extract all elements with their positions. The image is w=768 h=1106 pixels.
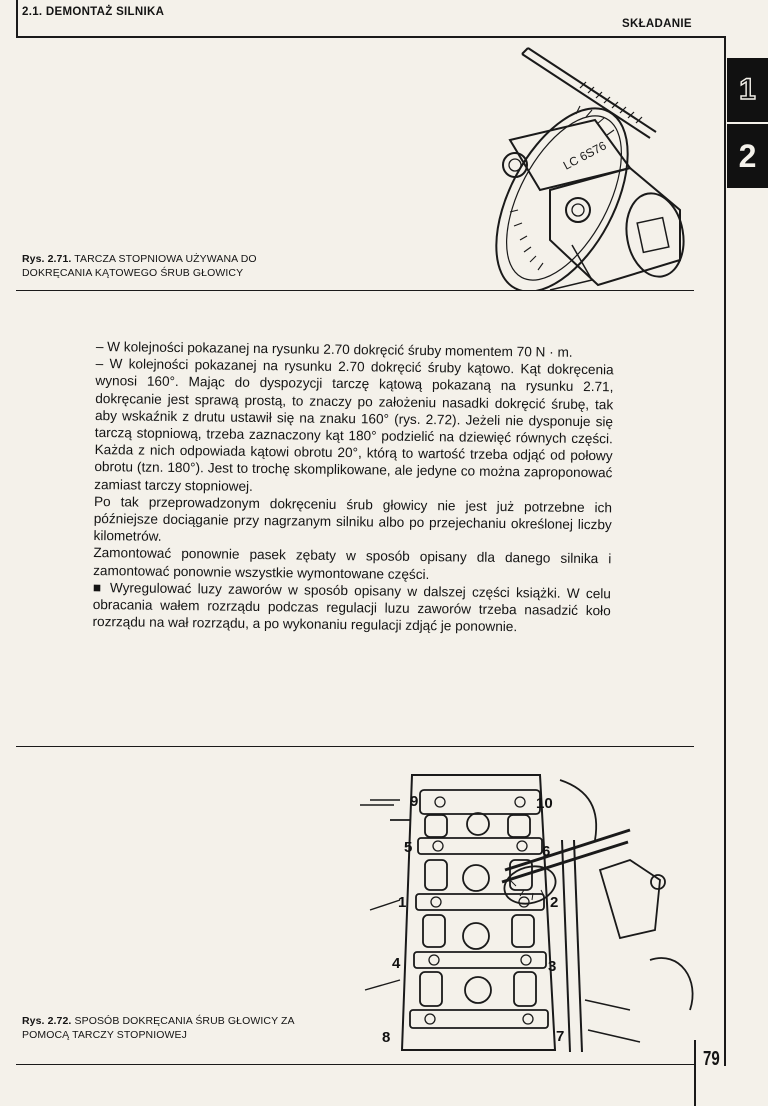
bolt-number: 2	[550, 894, 559, 911]
footer-right-rule	[694, 1040, 696, 1106]
left-margin-rule	[16, 0, 18, 37]
caption-label: Rys. 2.72.	[22, 1015, 72, 1027]
paragraph: Zamontować ponownie pasek zębaty w sposób opisany dla danego silnika i zamontować ponownie wszystkie wymontowane części.	[93, 545, 612, 582]
page-number: 79	[703, 1048, 720, 1070]
bolt-number: 4	[392, 955, 401, 972]
paragraph: ■ Wyregulować luzy zaworów w sposób opisany w dalszej części książki. W celu obracania wałem rozrządu podczas regulacji luzu zaworów trzeba nasadzić koło rozrządu na wał rozrządu, a po wykonaniu regulacji zdjąć je ponownie.	[92, 579, 612, 635]
right-margin-rule	[724, 36, 726, 1066]
paragraph: – W kolejności pokazanej na rysunku 2.70 dokręcić śruby momentem 70 N · m.	[95, 338, 573, 360]
figure-2-72-caption	[22, 1014, 322, 1042]
caption-text: TARCZA STOPNIOWA UŻYWANA DO DOKRĘCANIA KĄTOWEGO ŚRUB GŁOWICY	[22, 253, 257, 279]
chapter-tab-1: 1	[727, 58, 768, 122]
caption-label: Rys. 2.71.	[22, 253, 72, 265]
chapter-tab-2: 2	[727, 124, 768, 188]
bolt-number: 10	[536, 795, 553, 812]
bolt-number: 1	[398, 894, 407, 911]
footer-rule	[16, 1064, 694, 1065]
bolt-number: 5	[404, 839, 413, 856]
running-header-left: 2.1. DEMONTAŻ SILNIKA	[22, 6, 165, 18]
figure-2-71-illustration	[480, 40, 710, 290]
bolt-number: 7	[556, 1028, 565, 1045]
figure-2-71-rule	[16, 290, 694, 291]
running-header-right: SKŁADANIE	[622, 18, 692, 30]
bolt-number: 9	[410, 793, 419, 810]
paragraph: – W kolejności pokazanej na rysunku 2.70 dokręcić śruby kątowo. Kąt dokręcenia wynosi 160°. Mając do dyspozycji tarczę kątową pokazaną na rysunku 2.71, dokręcanie jest sprawą prostą, to znaczy po założeniu nasadki dokręcić śrubę, tak aby wskaźnik z drutu ustawił się na znaku 160° (rys. 2.72). Jeżeli nie dysponuje się tarczą stopniową, trzeba zaznaczony kąt 180° podzielić na dziewięć równych części. Każda z nich odpowiada kątowi obrotu 20°, którą to wartość trzeba odjąć od połowy obrotu (tzn. 180°). Jest to trochę skomplikowane, ale jedyne co można zaproponować zamiast tarczy stopniowej.	[94, 356, 614, 494]
caption-text: SPOSÓB DOKRĘCANIA ŚRUB GŁOWICY ZA POMOCĄ TARCZY STOPNIOWEJ	[22, 1015, 295, 1041]
bolt-number: 8	[382, 1029, 391, 1046]
bolt-number: 3	[548, 958, 557, 975]
body-text	[92, 338, 614, 637]
bolt-number: 6	[542, 843, 551, 860]
paragraph: Po tak przeprowadzonym dokręceniu śrub głowicy nie jest już potrzebne ich późniejsze dociąganie przy nagrzanym silniku albo po przejechaniu określonej liczby kilometrów.	[93, 493, 613, 545]
figure-2-72-illustration	[330, 760, 724, 1062]
figure-2-72-top-rule	[16, 746, 694, 747]
header-rule	[16, 36, 724, 38]
figure-2-71-caption	[22, 252, 322, 280]
dial-text: LC 6S76	[560, 138, 609, 173]
